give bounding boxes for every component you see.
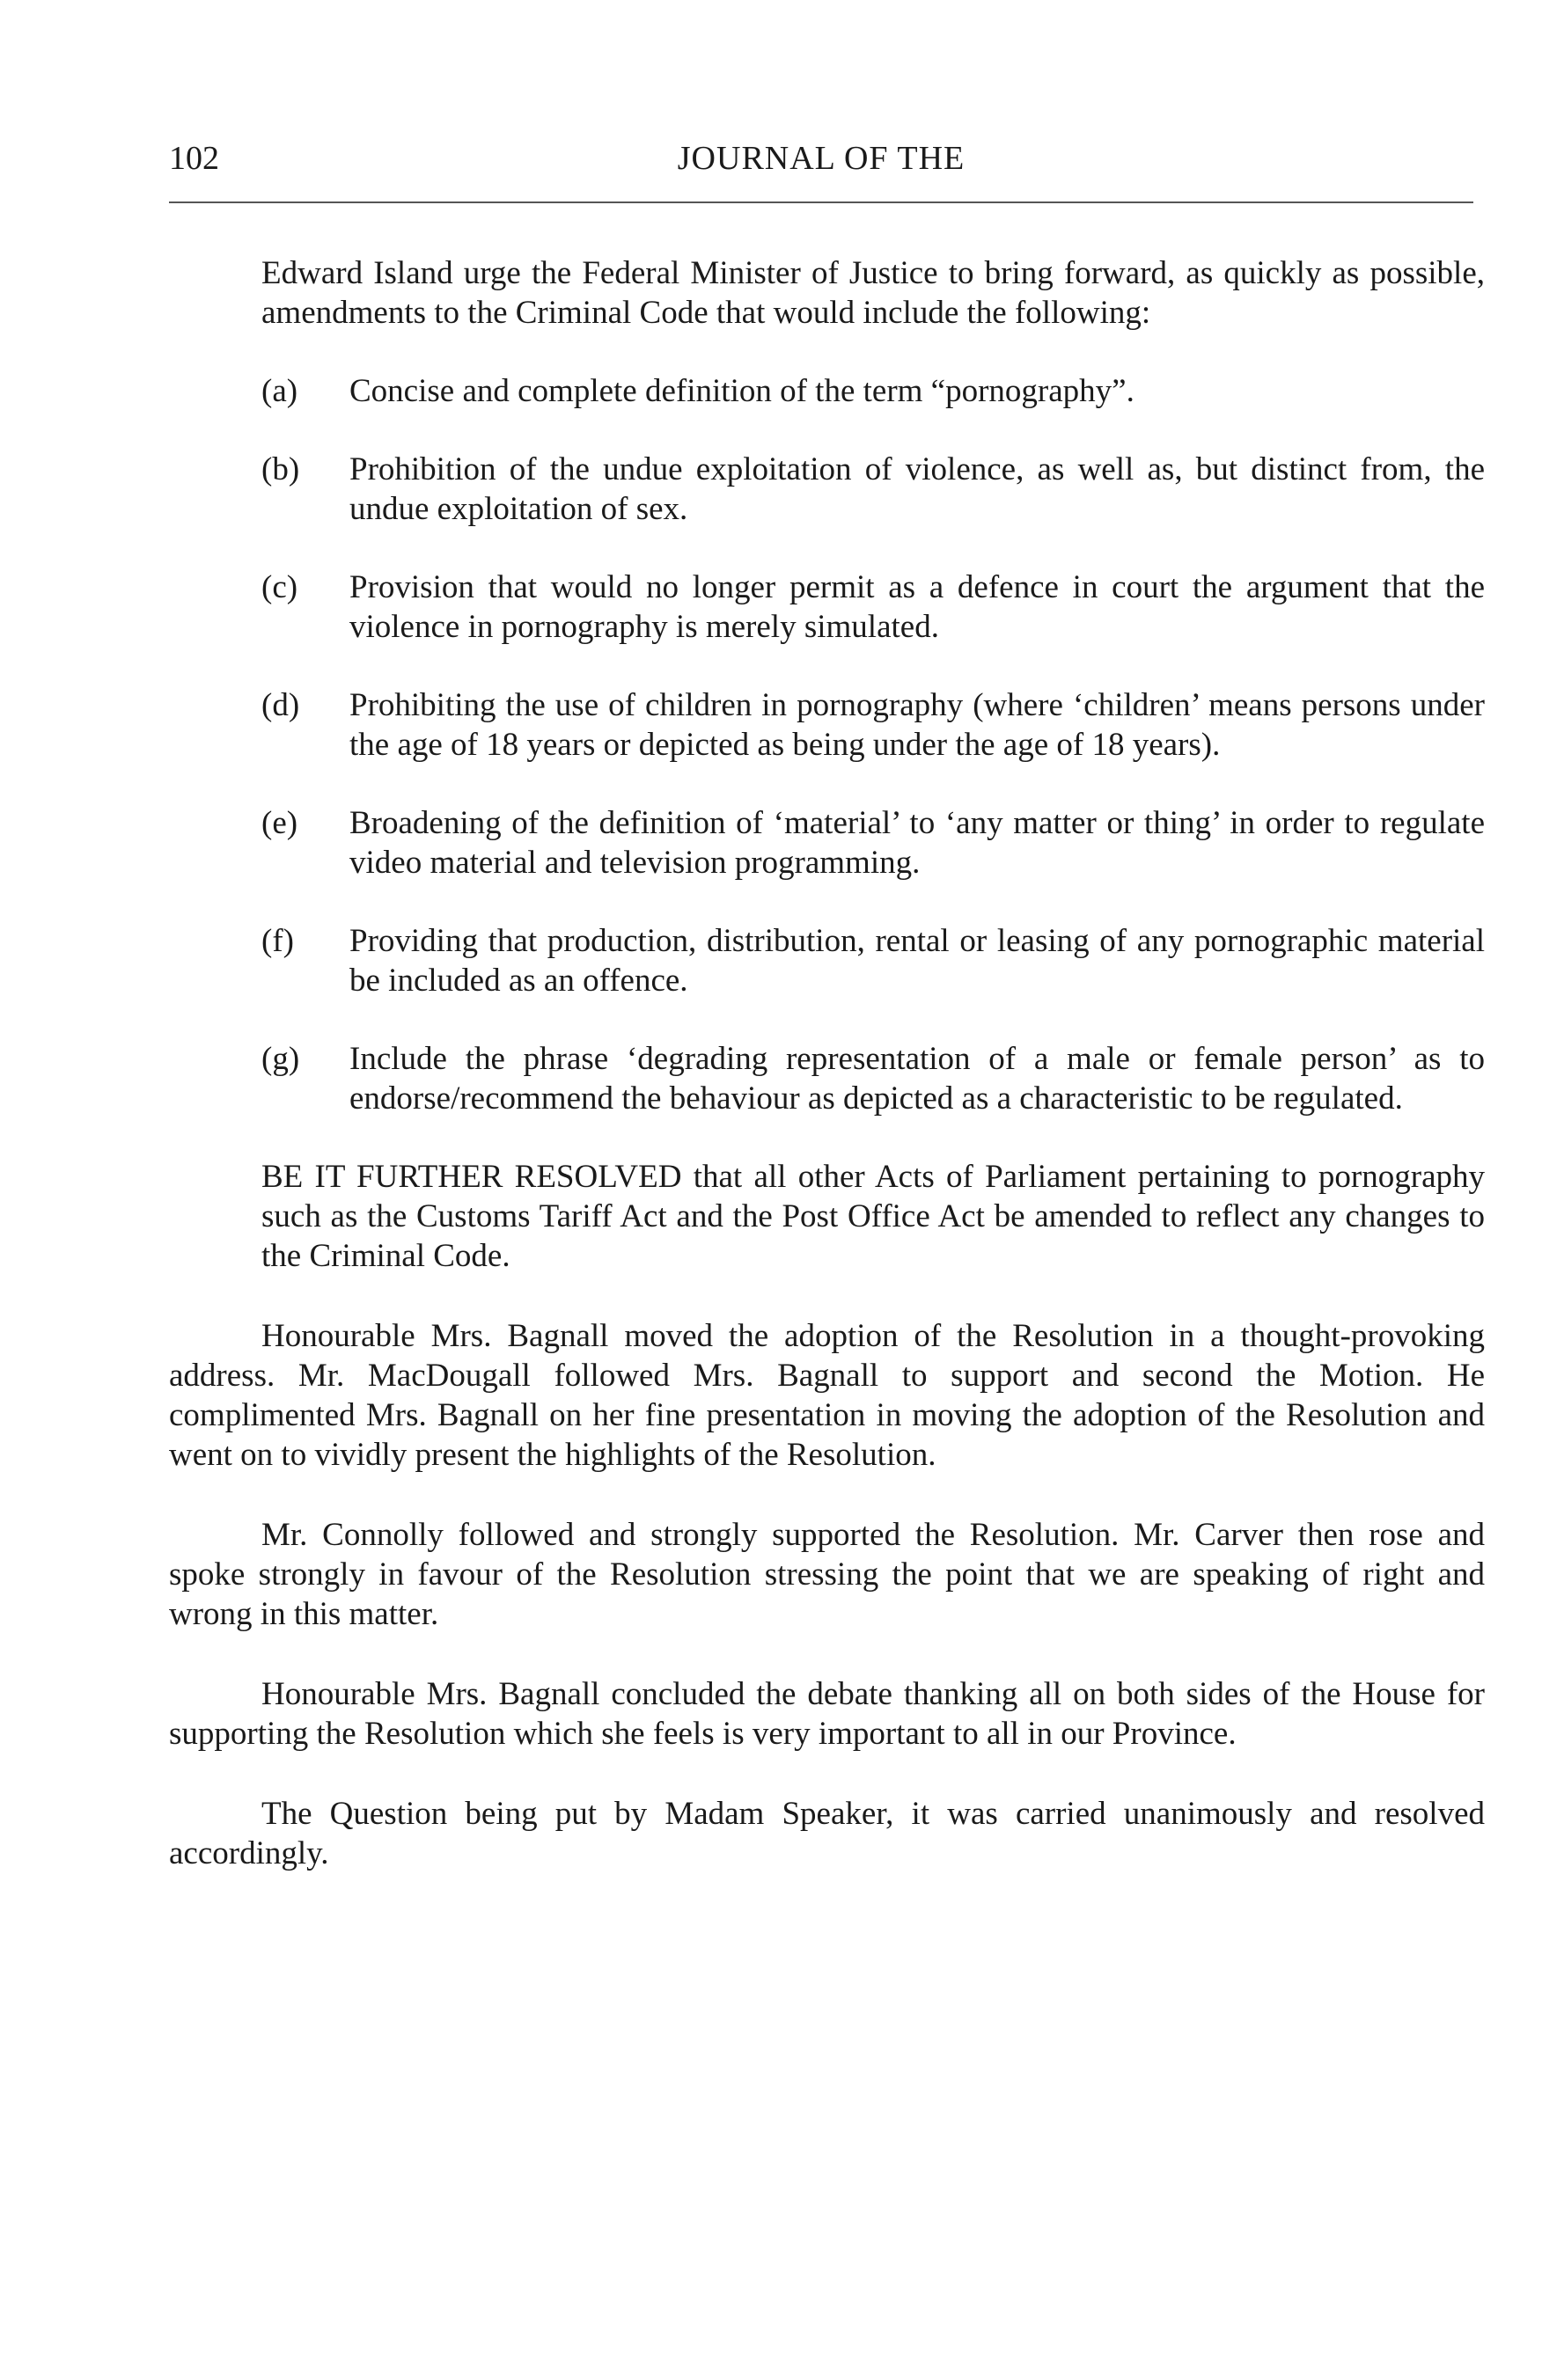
list-item xyxy=(261,1039,1485,1118)
list-item-text: Broadening of the definition of ‘material’ to ‘any matter or thing’ in order to regulate video material and television programming. xyxy=(349,805,1485,881)
header-rule xyxy=(169,201,1473,203)
body-text xyxy=(169,253,1485,1914)
list-item-label: (d) xyxy=(261,687,300,723)
list-item xyxy=(261,568,1485,647)
list-item-text: Concise and complete definition of the term “pornography”. xyxy=(349,373,1134,409)
intro-paragraph: Edward Island urge the Federal Minister of Justice to bring forward, as quickly as possible, amendments to the Criminal Code that would include the following: xyxy=(261,255,1485,331)
further-resolved-paragraph: BE IT FURTHER RESOLVED that all other Acts of Parliament pertaining to pornography such as the Customs Tariff Act and the Post Office Act be amended to reflect any changes to the Criminal Code. xyxy=(261,1159,1485,1274)
list-item-label: (a) xyxy=(261,373,298,409)
list-item-label: (e) xyxy=(261,805,298,841)
list-item xyxy=(261,450,1485,529)
question-paragraph: The Question being put by Madam Speaker, it was carried unanimously and resolved accordingly. xyxy=(169,1796,1485,1871)
page-number: 102 xyxy=(169,140,219,177)
debate-paragraph: Honourable Mrs. Bagnall concluded the debate thanking all on both sides of the House for supporting the Resolution which she feels is very important to all in our Province. xyxy=(169,1676,1485,1752)
list-item-text: Prohibition of the undue exploitation of violence, as well as, but distinct from, the undue exploitation of sex. xyxy=(349,451,1485,527)
page-header xyxy=(169,134,1473,187)
list-item xyxy=(261,803,1485,882)
list-item-text: Prohibiting the use of children in pornography (where ‘children’ means persons under the age of 18 years or depicted as being under the age of 18 years). xyxy=(349,687,1485,763)
list-item-text: Providing that production, distribution, rental or leasing of any pornographic material be included as an offence. xyxy=(349,923,1485,999)
list-item-text: Include the phrase ‘degrading representation of a male or female person’ as to endorse/recommend the behaviour as depicted as a characteristic to be regulated. xyxy=(349,1041,1485,1117)
list-item-text: Provision that would no longer permit as a defence in court the argument that the violence in pornography is merely simulated. xyxy=(349,569,1485,645)
list-item xyxy=(261,685,1485,765)
debate-paragraph: Honourable Mrs. Bagnall moved the adoption of the Resolution in a thought-provoking address. Mr. MacDougall followed Mrs. Bagnall to support and second the Motion. He complimented Mrs. Bagnall on her fine presentation in moving the adoption of the Resolution and went on to vividly present the highlights of the Resolution. xyxy=(169,1318,1485,1473)
list-item-label: (f) xyxy=(261,923,294,959)
list-item-label: (b) xyxy=(261,451,300,487)
list-item-label: (g) xyxy=(261,1041,300,1077)
list-item xyxy=(261,921,1485,1000)
list-item-label: (c) xyxy=(261,569,298,605)
running-head: JOURNAL OF THE xyxy=(677,140,966,177)
debate-paragraph: Mr. Connolly followed and strongly supported the Resolution. Mr. Carver then rose and spoke strongly in favour of the Resolution stressing the point that we are speaking of right and wrong in this matter. xyxy=(169,1517,1485,1632)
list-item xyxy=(261,371,1485,411)
amendment-list xyxy=(261,371,1485,1118)
